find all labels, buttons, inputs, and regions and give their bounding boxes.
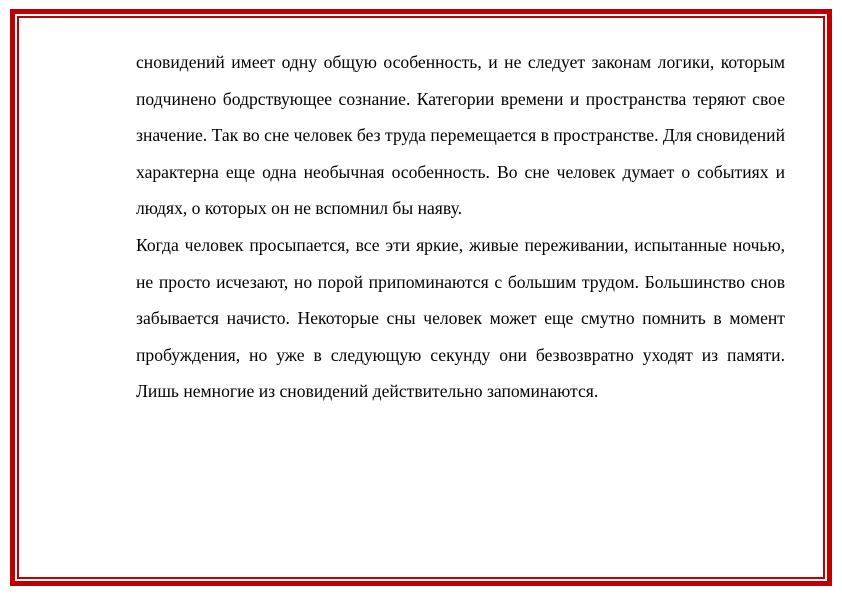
paragraph-dream-features: сновидений имеет одну общую особенность, и не следует законам логики, которым подчинено бодрствующее сознание. Категории времени и пространства теряют свое значение. Так во сне человек без труда перемещается в пространстве. Для сновидений характерна еще одна необычная особенность. Во сне человек думает о событиях и людях, о которых он не вспомнил бы наяву. [136,52,785,219]
paragraph-dream-forgetting: Когда человек просыпается, все эти яркие, живые переживании, испытанные ночью, не просто исчезают, но порой припоминаются с большим трудом. Большинство снов забывается начисто. Некоторые сны человек может еще смутно помнить в момент пробуждения, но уже в следующую секунду они безвозвратно уходят из памяти. Лишь немногие из сновидений действительно запоминаются. [136,234,785,402]
text-block [136,44,785,410]
